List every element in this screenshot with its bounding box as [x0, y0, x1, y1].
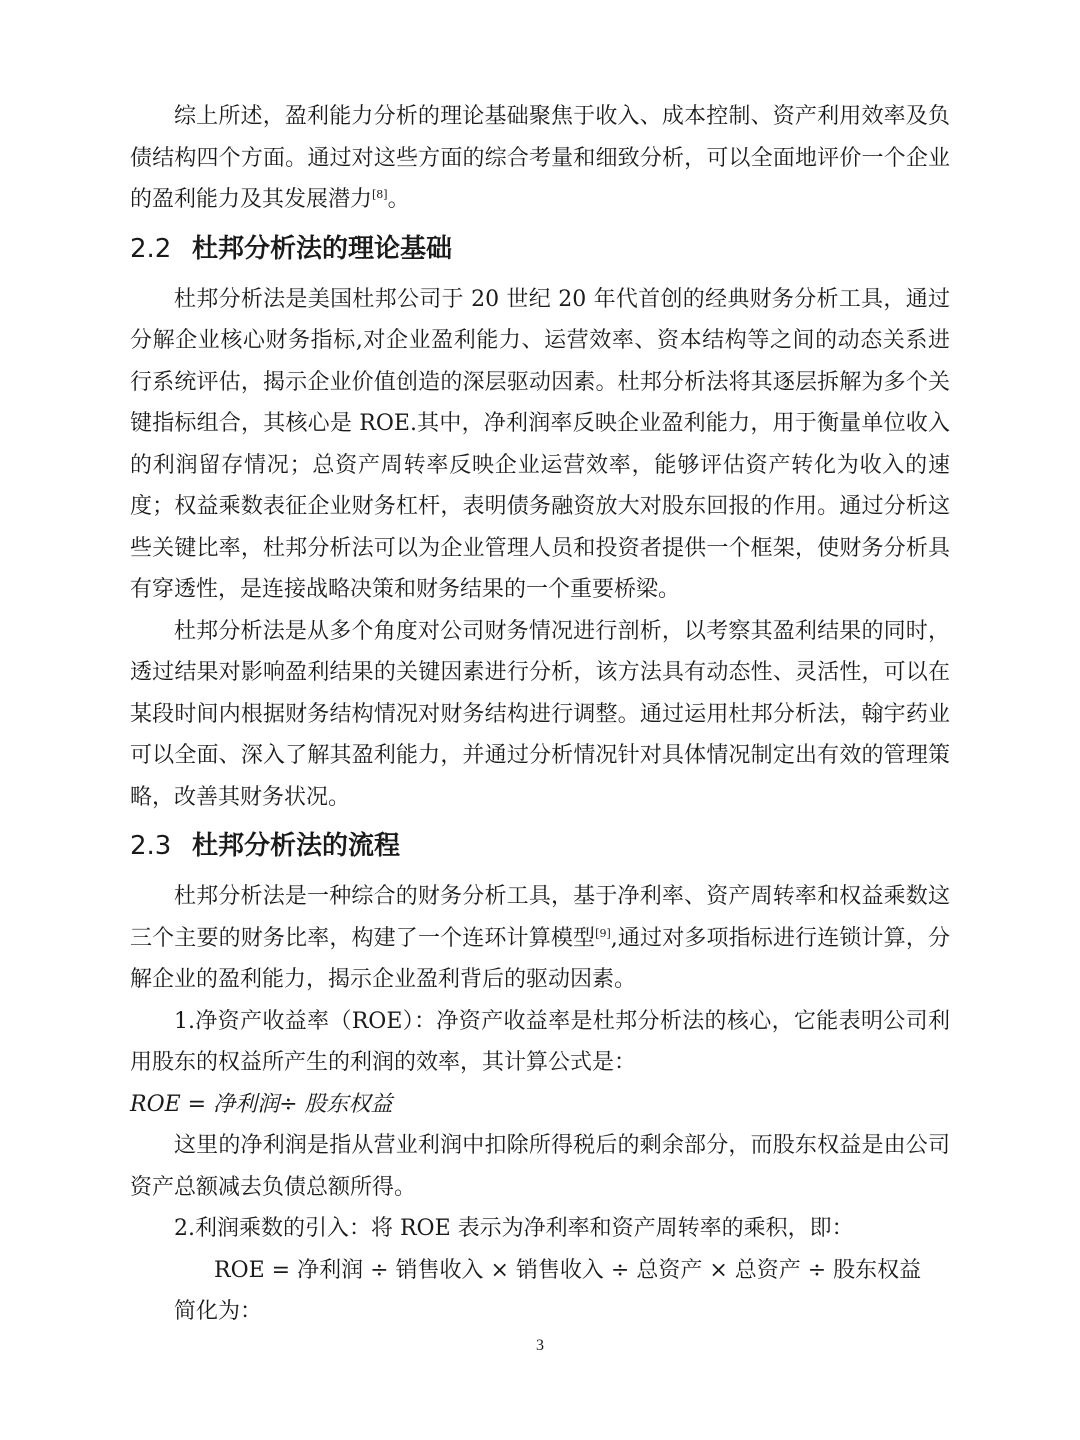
section-2-3-number: 2.3	[130, 831, 172, 861]
intro-paragraph	[130, 96, 950, 221]
profit-multiplier-item: 2.利润乘数的引入：将 ROE 表示为净利率和资产周转率的乘积，即：	[174, 1216, 854, 1241]
citation-9: [9]	[595, 926, 611, 940]
roe-formula: ROE = 净利润÷ 股东权益	[130, 1091, 393, 1117]
citation-8: [8]	[372, 188, 388, 201]
section-2-2-heading	[130, 227, 950, 271]
roe-expanded-formula: ROE = 净利润 ÷ 销售收入 × 销售收入 ÷ 总资产 × 总资产 ÷ 股东权益	[214, 1257, 922, 1283]
section-2-2-title: 杜邦分析法的理论基础	[192, 233, 453, 264]
section-2-2-number: 2.2	[130, 233, 172, 264]
page-number: 3	[536, 1337, 544, 1354]
section-2-2-paragraph-1: 杜邦分析法是美国杜邦公司于 20 世纪 20 年代首创的经典财务分析工具，通过分解企业核心财务指标,对企业盈利能力、运营效率、资本结构等之间的动态关系进行系统评估，揭示企业价值创造的深层驱动因素。杜邦分析法将其逐层拆解为多个关键指标组合，其核心是 ROE.其中，净利润率反映企业盈利能力，用于衡量单位收入的利润留存情况；总资产周转率反映企业运营效率，能够评估资产转化为收入的速度；权益乘数表征企业财务杠杆，表明债务融资放大对股东回报的作用。通过分析这些关键比率，杜邦分析法可以为企业管理人员和投资者提供一个框架，使财务分析具有穿透性，是连接战略决策和财务结果的一个重要桥梁。	[130, 286, 950, 602]
net-profit-explanation: 这里的净利润是指从营业利润中扣除所得税后的剩余部分，而股东权益是由公司资产总额减去负债总额所得。	[130, 1133, 950, 1200]
section-2-3-title: 杜邦分析法的流程	[192, 831, 401, 861]
section-2-3-paragraph-1-before: 杜邦分析法是一种综合的财务分析工具，基于净利率、资产周转率和权益乘数这三个主要的财务比率，构建了一个连环计算模型	[130, 884, 950, 951]
simplify-label: 简化为：	[174, 1299, 263, 1324]
section-2-3-paragraph-1-after: ,通过对多项指标进行连锁计算，分解企业的盈利能力，揭示企业盈利背后的驱动因素。	[130, 925, 950, 992]
page-content	[130, 96, 950, 1333]
section-2-3-heading	[130, 824, 950, 868]
section-2-2-paragraph-2: 杜邦分析法是从多个角度对公司财务情况进行剖析，以考察其盈利结果的同时，透过结果对影响盈利结果的关键因素进行分析，该方法具有动态性、灵活性，可以在某段时间内根据财务结构情况对财务结构进行调整。通过运用杜邦分析法，翰宇药业可以全面、深入了解其盈利能力，并通过分析情况针对具体情况制定出有效的管理策略，改善其财务状况。	[130, 618, 950, 810]
intro-paragraph-text: 综上所述，盈利能力分析的理论基础聚焦于收入、成本控制、资产利用效率及负债结构四个方面。通过对这些方面的综合考量和细致分析，可以全面地评价一个企业的盈利能力及其发展潜力	[130, 104, 950, 212]
section-2-3-paragraph-1	[130, 876, 950, 1001]
intro-paragraph-tail: 。	[387, 187, 410, 212]
roe-definition-item: 1.净资产收益率（ROE）：净资产收益率是杜邦分析法的核心，它能表明公司利用股东的权益所产生的利润的效率，其计算公式是：	[130, 1008, 950, 1075]
